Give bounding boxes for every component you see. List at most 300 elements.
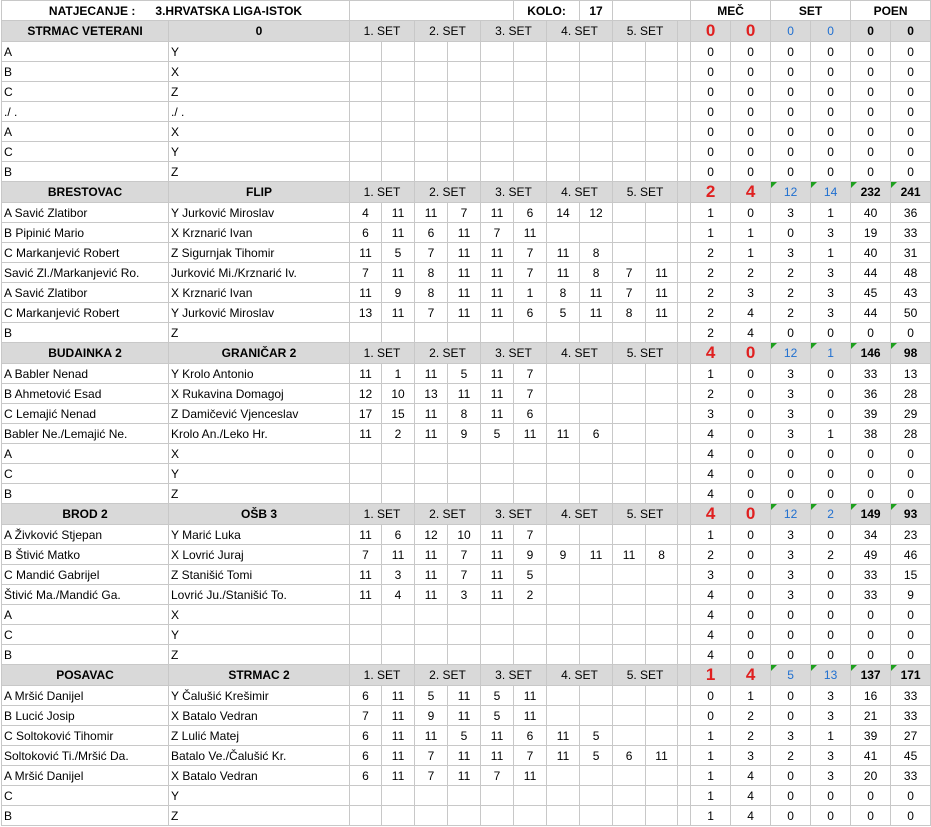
set-score: [448, 162, 481, 182]
set-score: 7: [350, 545, 382, 565]
gap-cell: [678, 686, 691, 706]
set-score: 5: [481, 424, 514, 444]
set-score: [580, 565, 613, 585]
match-home-running: 4: [691, 605, 731, 625]
points-away: 0: [891, 806, 931, 826]
set-score: 11: [481, 726, 514, 746]
set-header: 2. SET: [415, 504, 481, 525]
home-player: B Štivić Matko: [2, 545, 169, 565]
round-value: 17: [580, 1, 613, 21]
home-player: C Markanjević Robert: [2, 303, 169, 323]
game-row: [2, 82, 931, 102]
set-score: [350, 806, 382, 826]
set-score: 11: [415, 585, 448, 605]
match-home-running: 1: [691, 525, 731, 545]
away-player: Z: [169, 645, 350, 665]
set-score: [580, 464, 613, 484]
set-header: 4. SET: [547, 504, 613, 525]
set-score: [481, 42, 514, 62]
gap-cell: [678, 122, 691, 142]
set-score: 11: [382, 706, 415, 726]
set-score: [514, 484, 547, 504]
sets-away: 0: [811, 62, 851, 82]
set-score: [547, 62, 580, 82]
set-score: [514, 605, 547, 625]
home-team: BROD 2: [2, 504, 169, 525]
set-score: 11: [514, 424, 547, 444]
points-home: 33: [851, 565, 891, 585]
points-away: 0: [891, 444, 931, 464]
match-away-running: 0: [731, 122, 771, 142]
points-home: 16: [851, 686, 891, 706]
points-home: 49: [851, 545, 891, 565]
set-score: 11: [613, 545, 646, 565]
set-score: 11: [646, 746, 678, 766]
set-score: [481, 645, 514, 665]
home-player: Savić Zl./Markanjević Ro.: [2, 263, 169, 283]
set-score: [613, 122, 646, 142]
sets-away: 0: [811, 625, 851, 645]
header-spacer-2: [613, 1, 691, 21]
set-score: [613, 384, 646, 404]
game-row: [2, 223, 931, 243]
set-score: 6: [415, 223, 448, 243]
points-home: 0: [851, 162, 891, 182]
away-player: X Batalo Vedran: [169, 706, 350, 726]
set-score: 7: [514, 263, 547, 283]
set-score: [547, 645, 580, 665]
sets-away: 0: [811, 806, 851, 826]
set-score: [481, 162, 514, 182]
set-score: 9: [448, 424, 481, 444]
sets-home: 0: [771, 706, 811, 726]
set-score: [646, 806, 678, 826]
set-score: [613, 565, 646, 585]
away-player: Y Jurković Miroslav: [169, 303, 350, 323]
sets-home: 3: [771, 364, 811, 384]
game-row: [2, 384, 931, 404]
gap-cell: [678, 766, 691, 786]
set-score: [350, 82, 382, 102]
set-score: [613, 243, 646, 263]
set-score: [547, 605, 580, 625]
sets-away: 0: [811, 102, 851, 122]
set-header: 3. SET: [481, 21, 547, 42]
game-row: [2, 545, 931, 565]
sets-away: 3: [811, 706, 851, 726]
set-score: [646, 484, 678, 504]
points-away: 45: [891, 746, 931, 766]
match-away-running: 4: [731, 786, 771, 806]
set-score: 5: [514, 565, 547, 585]
match-away-running: 0: [731, 142, 771, 162]
gap-cell: [678, 102, 691, 122]
match-away-running: 0: [731, 203, 771, 223]
sets-away: 0: [811, 786, 851, 806]
away-player: X Rukavina Domagoj: [169, 384, 350, 404]
set-score: [547, 706, 580, 726]
set-score: 11: [448, 303, 481, 323]
away-player: Y: [169, 42, 350, 62]
match-away-running: 0: [731, 605, 771, 625]
points-away: 0: [891, 645, 931, 665]
set-score: [350, 786, 382, 806]
set-score: 7: [514, 525, 547, 545]
points-away-total: 0: [891, 21, 931, 42]
match-away-running: 4: [731, 323, 771, 343]
set-score: [481, 806, 514, 826]
points-home: 40: [851, 243, 891, 263]
points-home: 0: [851, 605, 891, 625]
match-away-running: 4: [731, 303, 771, 323]
away-player: Z: [169, 806, 350, 826]
set-score: [646, 384, 678, 404]
home-team: BUDAINKA 2: [2, 343, 169, 364]
sets-home-total: 12: [771, 343, 811, 364]
points-home-total: 0: [851, 21, 891, 42]
points-home: 0: [851, 142, 891, 162]
set-score: [580, 122, 613, 142]
col-set-header: SET: [771, 1, 851, 21]
gap-cell: [678, 625, 691, 645]
set-score: [646, 203, 678, 223]
game-row: [2, 162, 931, 182]
set-score: 11: [481, 384, 514, 404]
sets-home: 0: [771, 806, 811, 826]
set-header: 3. SET: [481, 504, 547, 525]
match-home-running: 1: [691, 726, 731, 746]
set-score: [646, 565, 678, 585]
set-score: [646, 726, 678, 746]
set-score: [547, 122, 580, 142]
set-header: 1. SET: [350, 343, 415, 364]
points-home: 0: [851, 82, 891, 102]
set-score: [415, 62, 448, 82]
sets-home-total: 12: [771, 504, 811, 525]
set-score: 11: [481, 545, 514, 565]
set-score: 12: [415, 525, 448, 545]
home-player: A: [2, 605, 169, 625]
away-player: Krolo An./Leko Hr.: [169, 424, 350, 444]
points-away: 28: [891, 424, 931, 444]
match-home-running: 2: [691, 243, 731, 263]
away-player: Z: [169, 82, 350, 102]
sets-home: 0: [771, 605, 811, 625]
set-score: [350, 62, 382, 82]
home-player: B: [2, 806, 169, 826]
match-home-running: 2: [691, 283, 731, 303]
set-score: [481, 484, 514, 504]
set-score: [547, 786, 580, 806]
sets-away: 3: [811, 283, 851, 303]
match-away-running: 1: [731, 243, 771, 263]
sets-away: 1: [811, 726, 851, 746]
set-header: 4. SET: [547, 343, 613, 364]
set-score: 7: [514, 746, 547, 766]
set-score: [448, 625, 481, 645]
home-team: BRESTOVAC: [2, 182, 169, 203]
away-player: Y Krolo Antonio: [169, 364, 350, 384]
points-away: 9: [891, 585, 931, 605]
set-score: 17: [350, 404, 382, 424]
game-row: [2, 625, 931, 645]
sets-home: 2: [771, 283, 811, 303]
match-home-running: 0: [691, 706, 731, 726]
set-score: [514, 786, 547, 806]
round-label: KOLO:: [514, 1, 580, 21]
points-away: 46: [891, 545, 931, 565]
home-player: B Pipinić Mario: [2, 223, 169, 243]
match-away-running: 0: [731, 464, 771, 484]
points-away: 13: [891, 364, 931, 384]
game-row: [2, 122, 931, 142]
home-player: ./ .: [2, 102, 169, 122]
match-away-running: 0: [731, 645, 771, 665]
set-score: 11: [481, 525, 514, 545]
match-home-running: 4: [691, 645, 731, 665]
gap-cell: [678, 283, 691, 303]
game-row: [2, 102, 931, 122]
set-score: 8: [547, 283, 580, 303]
set-score: 11: [415, 545, 448, 565]
match-header-row: [2, 665, 931, 686]
sets-home: 0: [771, 82, 811, 102]
set-score: [415, 444, 448, 464]
competition-value: 3.HRVATSKA LIGA-ISTOK: [155, 3, 303, 18]
set-header: 1. SET: [350, 182, 415, 203]
set-score: [350, 645, 382, 665]
set-score: [580, 444, 613, 464]
set-score: [382, 484, 415, 504]
gap-cell: [678, 504, 691, 525]
points-home: 0: [851, 625, 891, 645]
set-score: [547, 444, 580, 464]
set-score: 15: [382, 404, 415, 424]
gap-cell: [678, 464, 691, 484]
set-score: [547, 464, 580, 484]
set-score: 11: [481, 303, 514, 323]
points-home: 0: [851, 786, 891, 806]
away-player: Y: [169, 464, 350, 484]
set-score: 3: [448, 585, 481, 605]
set-score: [382, 162, 415, 182]
set-score: 11: [514, 223, 547, 243]
sets-away-total: 1: [811, 343, 851, 364]
set-score: 11: [448, 263, 481, 283]
match-home-running: 1: [691, 766, 731, 786]
set-score: [646, 786, 678, 806]
sets-home: 3: [771, 424, 811, 444]
set-score: [646, 404, 678, 424]
set-score: 11: [481, 746, 514, 766]
away-team: STRMAC 2: [169, 665, 350, 686]
set-score: 11: [580, 303, 613, 323]
sets-home-total: 0: [771, 21, 811, 42]
set-score: [580, 525, 613, 545]
home-player: C Mandić Gabrijel: [2, 565, 169, 585]
points-home: 39: [851, 726, 891, 746]
match-away-running: 2: [731, 706, 771, 726]
set-score: 7: [415, 746, 448, 766]
gap-cell: [678, 384, 691, 404]
home-player: B: [2, 484, 169, 504]
set-score: [481, 142, 514, 162]
set-score: [613, 82, 646, 102]
points-away: 43: [891, 283, 931, 303]
sets-home: 0: [771, 62, 811, 82]
match-away-running: 3: [731, 746, 771, 766]
home-player: A Mršić Danijel: [2, 766, 169, 786]
match-home-running: 0: [691, 162, 731, 182]
set-score: 11: [547, 424, 580, 444]
sets-away: 0: [811, 142, 851, 162]
sets-home: 3: [771, 525, 811, 545]
match-away-running: 0: [731, 364, 771, 384]
points-home: 44: [851, 263, 891, 283]
set-score: 11: [448, 243, 481, 263]
match-away-running: 2: [731, 263, 771, 283]
set-score: [350, 605, 382, 625]
set-score: 9: [514, 545, 547, 565]
gap-cell: [678, 484, 691, 504]
set-score: [350, 484, 382, 504]
set-score: [448, 102, 481, 122]
sets-away: 0: [811, 122, 851, 142]
set-score: [580, 786, 613, 806]
set-score: 11: [350, 424, 382, 444]
set-score: 7: [514, 243, 547, 263]
match-home-running: 0: [691, 62, 731, 82]
points-away: 0: [891, 122, 931, 142]
points-home: 39: [851, 404, 891, 424]
set-score: [382, 82, 415, 102]
sets-away: 0: [811, 565, 851, 585]
match-away-running: 0: [731, 404, 771, 424]
set-score: [580, 645, 613, 665]
set-header: 1. SET: [350, 504, 415, 525]
match-home-running: 0: [691, 122, 731, 142]
points-away: 0: [891, 464, 931, 484]
match-home-running: 4: [691, 484, 731, 504]
set-score: 6: [514, 303, 547, 323]
points-home: 21: [851, 706, 891, 726]
set-score: [547, 686, 580, 706]
set-header: 5. SET: [613, 182, 678, 203]
set-score: 11: [481, 263, 514, 283]
set-score: [415, 42, 448, 62]
game-row: [2, 243, 931, 263]
points-home: 34: [851, 525, 891, 545]
match-home-running: 1: [691, 786, 731, 806]
match-home-running: 2: [691, 545, 731, 565]
set-score: 7: [448, 545, 481, 565]
away-player: X Krznarić Ivan: [169, 283, 350, 303]
away-player: Y Marić Luka: [169, 525, 350, 545]
set-score: [481, 82, 514, 102]
gap-cell: [678, 806, 691, 826]
away-player: X: [169, 122, 350, 142]
gap-cell: [678, 343, 691, 364]
match-away-running: 0: [731, 62, 771, 82]
sets-away: 1: [811, 243, 851, 263]
home-player: B Ahmetović Esad: [2, 384, 169, 404]
sets-away: 0: [811, 525, 851, 545]
game-row: [2, 605, 931, 625]
competition-label: NATJECANJE :: [48, 3, 136, 18]
set-score: [547, 364, 580, 384]
set-score: [415, 162, 448, 182]
set-score: [547, 323, 580, 343]
set-score: [646, 323, 678, 343]
match-away-running: 0: [731, 42, 771, 62]
set-score: [382, 786, 415, 806]
match-away-running: 0: [731, 484, 771, 504]
points-home: 0: [851, 444, 891, 464]
set-score: 11: [547, 243, 580, 263]
set-score: 11: [415, 424, 448, 444]
set-score: [646, 102, 678, 122]
set-score: [580, 605, 613, 625]
sets-away: 3: [811, 686, 851, 706]
game-row: [2, 303, 931, 323]
match-home-running: 4: [691, 585, 731, 605]
points-home-total: 149: [851, 504, 891, 525]
sets-away: 3: [811, 746, 851, 766]
sets-home: 0: [771, 102, 811, 122]
set-score: 7: [448, 203, 481, 223]
set-score: 4: [382, 585, 415, 605]
game-row: [2, 565, 931, 585]
set-header: 5. SET: [613, 21, 678, 42]
set-score: 11: [580, 283, 613, 303]
points-away: 27: [891, 726, 931, 746]
set-score: 6: [350, 766, 382, 786]
set-score: [646, 706, 678, 726]
match-home-running: 0: [691, 82, 731, 102]
set-score: [613, 766, 646, 786]
points-away: 29: [891, 404, 931, 424]
away-player: Z: [169, 484, 350, 504]
set-score: 5: [448, 364, 481, 384]
set-score: 11: [415, 565, 448, 585]
sets-home: 0: [771, 645, 811, 665]
sets-home-total: 12: [771, 182, 811, 203]
set-score: [382, 323, 415, 343]
set-score: 11: [350, 364, 382, 384]
set-score: [646, 424, 678, 444]
sets-away: 1: [811, 424, 851, 444]
sets-home: 3: [771, 404, 811, 424]
away-player: Batalo Ve./Čalušić Kr.: [169, 746, 350, 766]
away-team: OŠB 3: [169, 504, 350, 525]
game-row: [2, 364, 931, 384]
set-score: 8: [448, 404, 481, 424]
gap-cell: [678, 21, 691, 42]
points-home: 36: [851, 384, 891, 404]
set-score: 6: [580, 424, 613, 444]
gap-cell: [678, 142, 691, 162]
sets-home: 3: [771, 384, 811, 404]
set-score: [646, 766, 678, 786]
set-score: [415, 102, 448, 122]
match-away-running: 0: [731, 444, 771, 464]
set-score: 11: [350, 525, 382, 545]
set-score: [382, 605, 415, 625]
set-score: 5: [580, 746, 613, 766]
set-score: [448, 444, 481, 464]
set-score: 7: [415, 303, 448, 323]
set-score: [382, 142, 415, 162]
